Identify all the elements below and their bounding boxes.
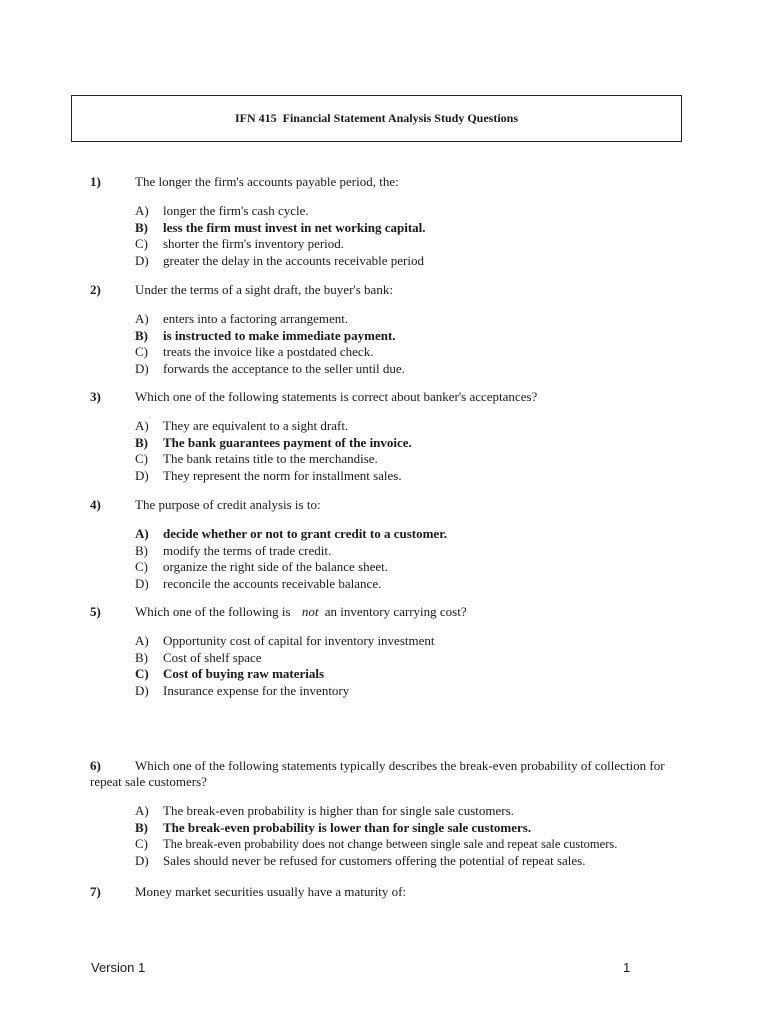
choice-list: [135, 803, 695, 869]
question-number: 3): [90, 389, 101, 404]
question-7: [90, 884, 690, 900]
question-stem: The longer the firm's accounts payable period, the:: [135, 174, 399, 189]
choice-c: C) organize the right side of the balance sheet.: [135, 559, 389, 574]
choice-b: B) modify the terms of trade credit.: [135, 542, 332, 558]
question-number: 6): [90, 758, 101, 773]
choice-c: C) treats the invoice like a postdated check.: [135, 344, 374, 359]
question-stem: Money market securities usually have a maturity of:: [135, 884, 407, 899]
choice-d: D) reconcile the accounts receivable balance.: [135, 575, 382, 591]
choice-a-correct: A) decide whether or not to grant credit to a customer.: [135, 526, 448, 541]
document-title-box: [71, 95, 682, 142]
choice-d: D) forwards the acceptance to the seller until due.: [135, 360, 405, 376]
choice-b: B) Cost of shelf space: [135, 649, 262, 665]
choice-c: C) shorter the firm's inventory period.: [135, 236, 345, 251]
question-number: 2): [90, 282, 101, 297]
emphasis-not: not: [301, 604, 319, 619]
choice-list: [135, 526, 690, 592]
question-3: [90, 389, 690, 484]
question-stem: Which one of the following is not an inventory carrying cost?: [135, 604, 467, 619]
question-stem: Which one of the following statements typically describes the break-even probability of collection for repeat sale customers?: [90, 758, 665, 789]
choice-c: C) The break-even probability does not change between single sale and repeat sale customers.: [135, 836, 618, 851]
choice-list: [135, 311, 690, 377]
question-number: 7): [90, 884, 101, 899]
choice-a: A) They are equivalent to a sight draft.: [135, 418, 349, 433]
choice-c: C) The bank retains title to the merchandise.: [135, 451, 378, 466]
choice-a: A) longer the firm's cash cycle.: [135, 203, 309, 218]
question-number: 4): [90, 497, 101, 512]
choice-list: [135, 633, 690, 699]
choice-d: D) Sales should never be refused for customers offering the potential of repeat sales.: [135, 852, 586, 868]
choice-b-correct: B) The break-even probability is lower than for single sale customers.: [135, 819, 532, 835]
choice-b-correct: B) is instructed to make immediate payment.: [135, 327, 396, 343]
question-1: [90, 174, 690, 269]
choice-list: [135, 418, 690, 484]
choice-b-correct: B) less the firm must invest in net working capital.: [135, 219, 426, 235]
question-4: [90, 497, 690, 592]
choice-d: D) They represent the norm for installment sales.: [135, 467, 402, 483]
question-2: [90, 282, 690, 377]
question-number: 1): [90, 174, 101, 189]
footer-version: Version 1: [91, 960, 146, 975]
question-stem: Under the terms of a sight draft, the buyer's bank:: [135, 282, 393, 297]
question-stem: Which one of the following statements is correct about banker's acceptances?: [135, 389, 538, 404]
choice-c-correct: C) Cost of buying raw materials: [135, 666, 325, 681]
choice-d: D) Insurance expense for the inventory: [135, 682, 350, 698]
choice-list: [135, 203, 690, 269]
question-5: [90, 604, 690, 699]
footer-page-number: 1: [623, 960, 631, 975]
question-number: 5): [90, 604, 101, 619]
choice-d: D) greater the delay in the accounts receivable period: [135, 252, 424, 268]
document-title: IFN 415 Financial Statement Analysis Study Questions: [234, 111, 519, 125]
choice-b-correct: B) The bank guarantees payment of the invoice.: [135, 434, 412, 450]
choice-a: A) Opportunity cost of capital for inventory investment: [135, 633, 435, 648]
question-stem: The purpose of credit analysis is to:: [135, 497, 321, 512]
choice-a: A) The break-even probability is higher than for single sale customers.: [135, 803, 514, 818]
choice-a: A) enters into a factoring arrangement.: [135, 311, 349, 326]
question-6: [90, 758, 680, 869]
